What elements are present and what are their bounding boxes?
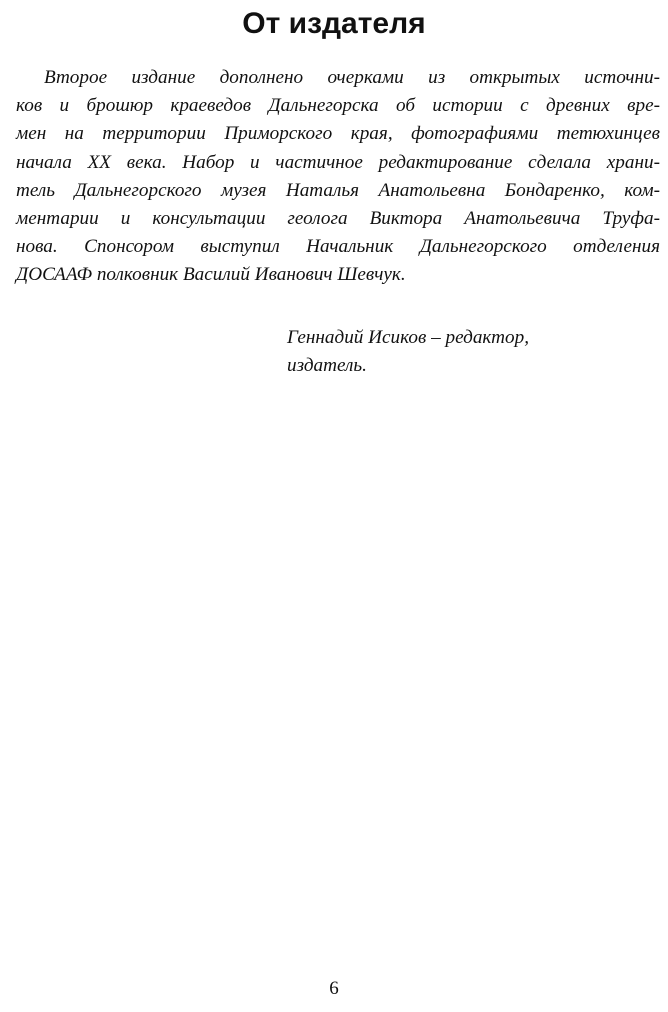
paragraph-line: мен на территории Приморского края, фотографиями тетюхинцев xyxy=(16,123,660,145)
signature-line: издатель. xyxy=(287,355,367,376)
signature-line: Геннадий Исиков – редактор, xyxy=(287,327,529,348)
signature-block xyxy=(287,324,529,380)
page-number: 6 xyxy=(329,978,339,999)
page-heading: От издателя xyxy=(242,7,426,40)
paragraph-line: ментарии и консультации геолога Виктора Анатольевича Труфа- xyxy=(16,208,660,230)
publisher-note-paragraph xyxy=(16,64,660,290)
paragraph-line: Второе издание дополнено очерками из открытых источни- xyxy=(44,67,660,88)
paragraph-line: начала XX века. Набор и частичное редактирование сделала храни- xyxy=(16,151,660,173)
paragraph-line: ков и брошюр краеведов Дальнегорска об истории с древних вре- xyxy=(16,95,660,117)
paragraph-line: ДОСААФ полковник Василий Иванович Шевчук. xyxy=(16,264,406,286)
paragraph-line: нова. Спонсором выступил Начальник Дальнегорского отделения xyxy=(16,236,660,258)
paragraph-line: тель Дальнегорского музея Наталья Анатольевна Бондаренко, ком- xyxy=(16,179,660,201)
